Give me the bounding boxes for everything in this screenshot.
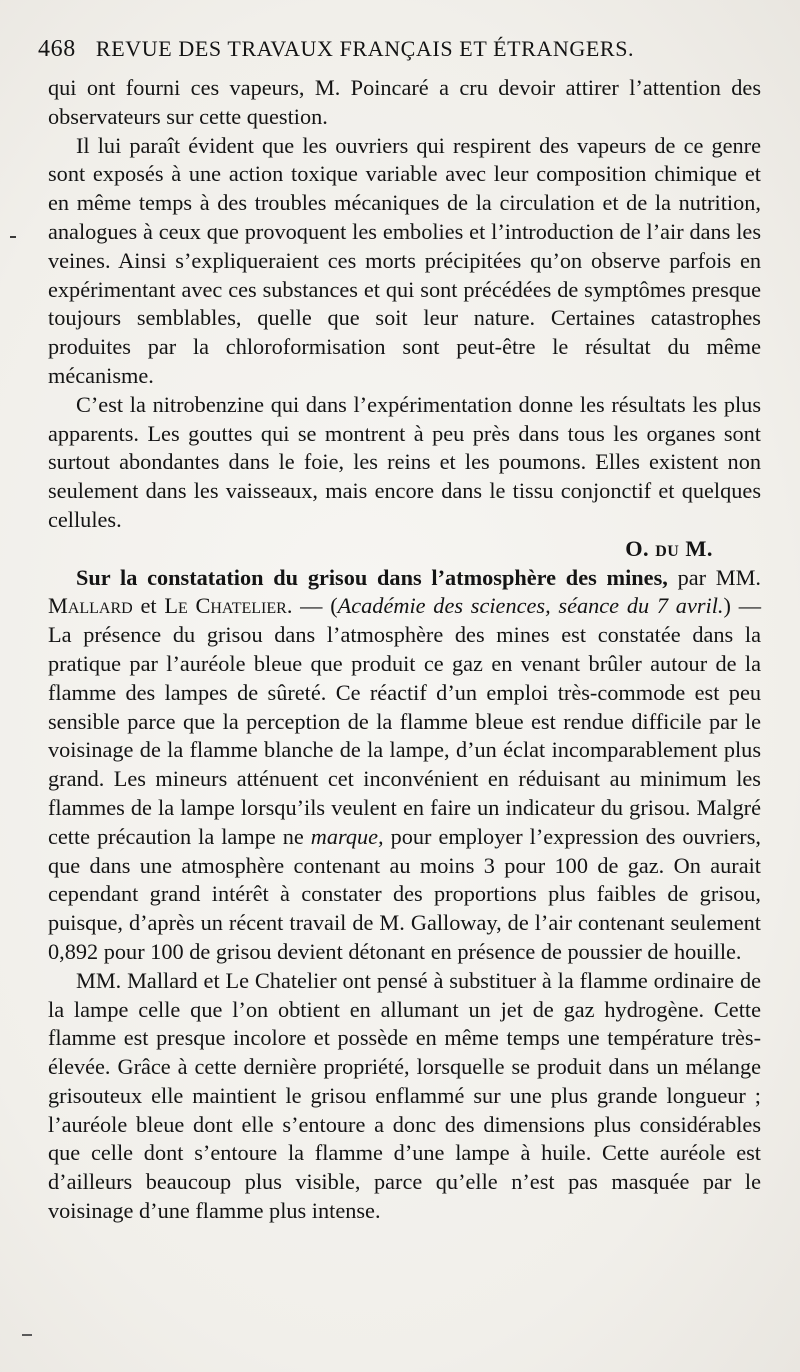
separator: ) —: [723, 593, 761, 619]
margin-mark: [10, 236, 16, 238]
article-title: Sur la constatation du grisou dans l’atmosphère des mines,: [76, 564, 668, 590]
paragraph-text: La présence du grisou dans l’atmosphère des mines est constatée dans la pratique par l’auréole bleue que produit ce gaz en venant brûler autour de la flamme des lampes de sûreté. Ce réactif d’un emploi très-commode est peu sensible parce que la perception de la flamme bleue est rendue difficile par le voisinage de la flamme blanche de la lampe, d’un éclat incomparablement plus grand. Les mineurs atténuent cet inconvénient en réduisant au minimum les flammes de la lampe lorsqu’ils veulent en faire un indicateur du grisou. Malgré cette précaution la lampe ne: [48, 622, 761, 849]
paragraph: MM. Mallard et Le Chatelier ont pensé à substituer à la flamme ordinaire de la lampe celle que l’on obtient en allumant un jet de gaz hydrogène. Cette flamme est presque incolore et possède en même temps une température très-élevée. Grâce à cette dernière propriété, lorsquelle se produit dans un mélange grisouteux elle maintient le grisou enflammé sur une plus grande longueur ; l’auréole bleue dont elle s’entoure a donc des dimensions plus considérables que celle dont s’entoure la flamme d’une lampe à huile. Cette auréole est d’ailleurs beaucoup plus visible, parce qu’elle n’est pas masquée par le voisinage d’une flamme plus intense.: [48, 967, 761, 1224]
margin-mark: [22, 1334, 32, 1336]
author-name: Le Chatelier: [164, 593, 287, 619]
paragraph-text: pour employer l’expression des ouvriers, que dans une atmosphère contenant au moins 3 pour 100 de gaz. On aurait cependant grand intérêt à constater des proportions plus faibles de grisou, puisque, d’après un récent travail de M. Galloway, de l’air contenant seulement 0,892 pour 100 de grisou devient détonant en présence de poussier de houille.: [48, 823, 761, 964]
paragraph: Il lui paraît évident que les ouvriers qui respirent des vapeurs de ce genre sont exposés à une action toxique variable avec leur composition chimique et en même temps à des troubles mécaniques de la circulation et de la nutrition, analogues à ceux que provoquent les embolies et l’introduction de l’air dans les veines. Ainsi s’expliqueraient ces morts précipitées qu’on observe parfois en expérimentant avec ces substances et qui sont précédées de symptômes presque toujours semblables, quelle que soit leur nature. Certaines catastrophes produites par la chloroformisation sont peut-être le résultat du même mécanisme.: [48, 132, 761, 388]
signature: [48, 535, 761, 564]
conjunction: et: [132, 593, 165, 619]
page-header: [38, 36, 758, 70]
paragraph: qui ont fourni ces vapeurs, M. Poincaré a cru devoir attirer l’attention des observateurs sur cette question.: [48, 75, 761, 129]
source-citation: Académie des sciences, séance du 7 avril.: [337, 593, 724, 619]
page-number: 468: [38, 36, 76, 62]
signature-initial: O.: [625, 535, 656, 561]
running-title: REVUE DES TRAVAUX FRANÇAIS ET ÉTRANGERS.: [95, 36, 635, 61]
paragraph: C’est la nitrobenzine qui dans l’expérimentation donne les résultats les plus apparents. Les gouttes qui se montrent à peu près dans tous les organes sont surtout abondantes dans le foie, les reins et les poumons. Elles existent non seulement dans les vaisseaux, mais encore dans le tissu conjonctif et quelques cellules.: [48, 391, 761, 532]
emphasis: marque,: [310, 823, 384, 849]
article-by: par MM.: [667, 564, 761, 590]
separator: . — (: [286, 593, 338, 619]
signature-name: du M.: [655, 535, 713, 561]
article-paragraph: [48, 564, 761, 967]
body-text: [48, 74, 761, 1226]
author-name: Mallard: [48, 593, 133, 619]
